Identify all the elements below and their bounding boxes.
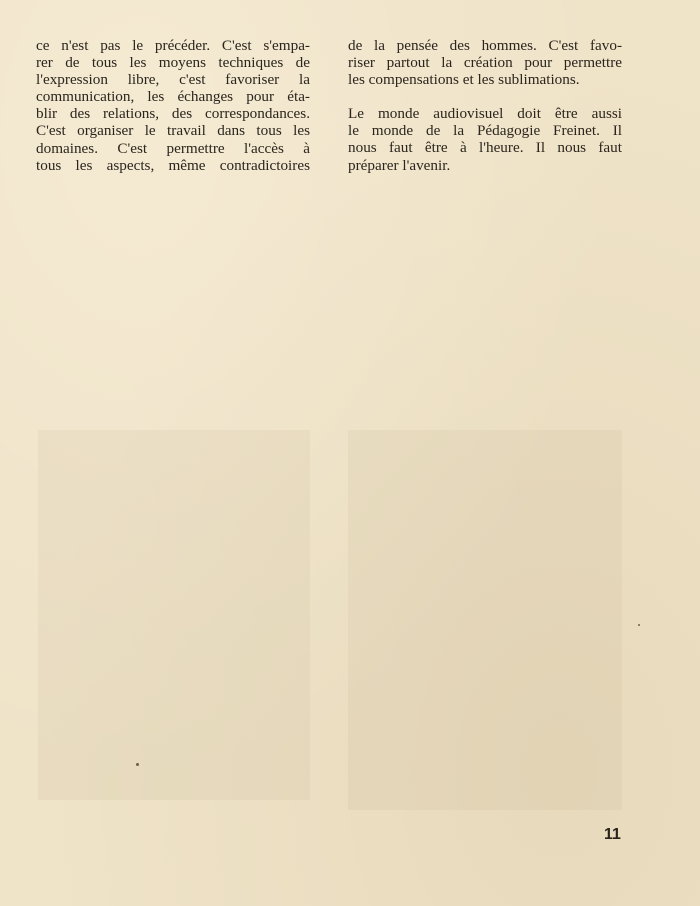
text-line: nous faut être à l'heure. Il nous faut [348,139,622,157]
text-line: préparer l'avenir. [348,156,451,174]
show-through-right [348,430,622,810]
text-line: tous les aspects, même contradictoires [36,156,310,174]
text-line: domaines. C'est permettre l'accès à [36,139,310,157]
show-through-left [38,430,310,800]
text-line: les compensations et les sublimations. [348,71,580,89]
paragraph-left [36,37,310,174]
text-line: Le monde audiovisuel doit être aussi [348,105,622,123]
text-line: C'est organiser le travail dans tous les [36,122,310,140]
text-line: riser partout la création pour permettre [348,54,622,72]
text-line: le monde de la Pédagogie Freinet. Il [348,122,622,140]
text-line: rer de tous les moyens techniques de [36,54,310,72]
paragraph-right-1 [348,37,622,88]
text-line: de la pensée des hommes. C'est favo- [348,37,622,54]
text-line: blir des relations, des correspondances. [36,105,310,123]
text-column-right [348,37,622,174]
page-number: 11 [604,826,621,843]
text-line: communication, les échanges pour éta- [36,88,310,106]
text-column-left [36,37,310,174]
text-line: l'expression libre, c'est favoriser la [36,71,310,89]
paper-speck [136,763,139,766]
text-line: ce n'est pas le précéder. C'est s'empa- [36,37,310,54]
paper-speck [638,624,640,626]
paragraph-right-2 [348,105,622,173]
